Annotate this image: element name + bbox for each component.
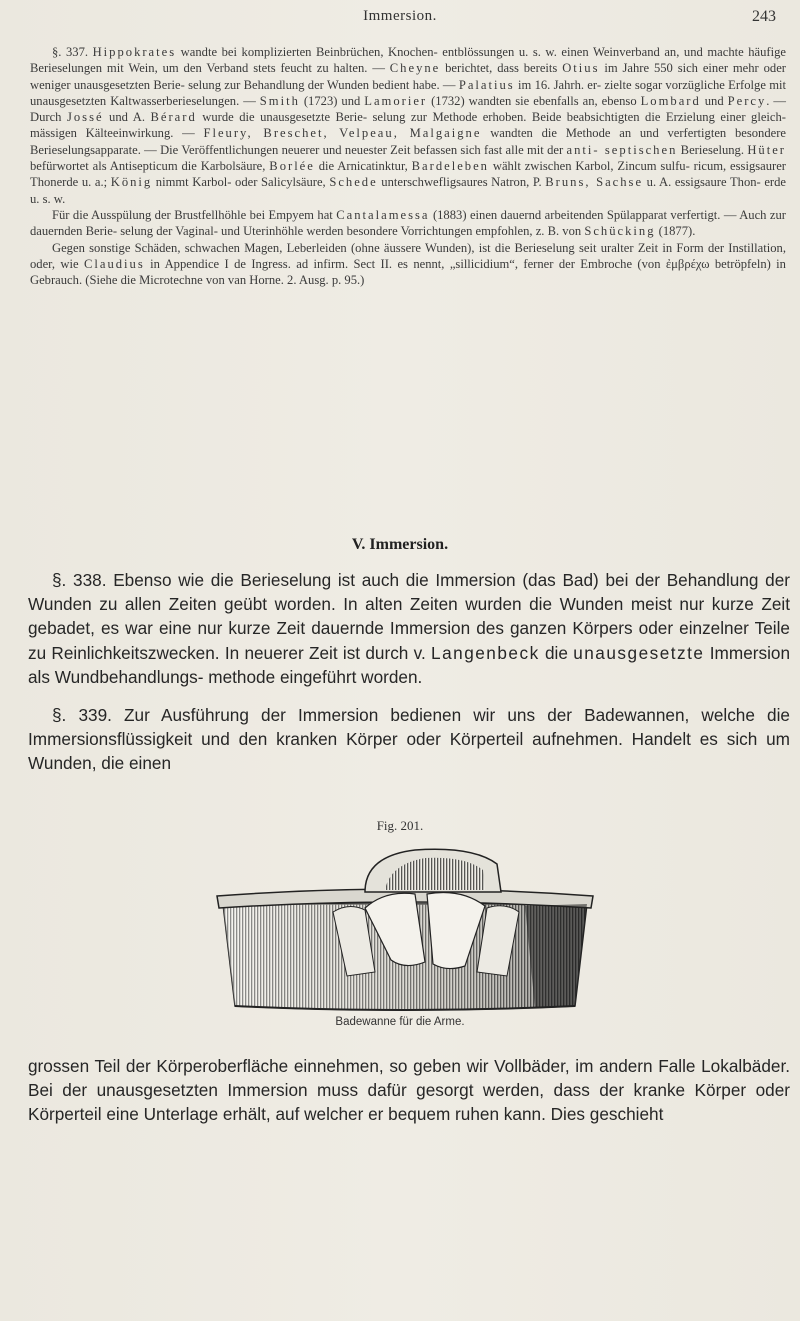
text-run: im Jahre 550 sich einer mehr oder weniger unausgesetzten Berie- selung zur Behandlung der Wunden bedient habe. —: [30, 61, 786, 92]
figure-201: [0, 818, 800, 1038]
text-run: (1723) und: [299, 93, 365, 108]
continuation-text: [28, 1054, 790, 1127]
main-text-section: [28, 568, 790, 776]
text-run: (1883) einen dauernd arbeitenden Spülapparat verfertigt. — Auch zur dauernden Berie- selung der Vaginal- und Uterinhöhle werden besondere Vorrichtungen empfohlen, z. B. von: [30, 207, 786, 239]
spaced-name: Claudius: [83, 256, 145, 271]
page-header: [0, 8, 800, 30]
paragraph-337: [30, 44, 786, 207]
spaced-name: Bardeleben: [411, 159, 489, 174]
spaced-name: Borlée: [269, 159, 315, 174]
page-number: 243: [752, 8, 776, 25]
spaced-name: Palatius: [458, 77, 515, 92]
text-run: wählt zwischen Karbol, Zincum sulfu- ricum, essigsaurer Thonerde u. a.;: [30, 159, 787, 190]
paragraph-338: [28, 568, 790, 689]
figure-caption: Badewanne für die Arme.: [335, 1016, 465, 1028]
spaced-name: unausgesetzte: [573, 642, 705, 663]
text-run: die Arnicatinktur,: [314, 159, 412, 174]
text-run: befürwortet als Antisepticum die Karbolsäure,: [30, 159, 270, 174]
spaced-name: Lombard: [640, 93, 701, 108]
text-run: Für die Ausspülung der Brustfellhöhle bei Empyem hat: [52, 207, 337, 222]
text-run: die: [539, 642, 574, 663]
text-run: im 16. Jahrh. er- zielte sogar vorzügliche Erfolge mit unausgesetzten Kaltwasserberieselungen. —: [30, 77, 786, 108]
spaced-name: Otius: [562, 61, 600, 76]
spaced-name: Cheyne: [389, 61, 441, 76]
figure-label: Fig. 201.: [376, 818, 424, 833]
paragraph-339: [28, 703, 790, 776]
spaced-name: Fleury, Breschet, Velpeau, Malgaigne: [203, 126, 482, 141]
spaced-name: Hüter: [747, 142, 786, 157]
paragraph-instillation: [30, 240, 786, 289]
text-run: Immersion als Wundbehandlungs- methode eingeführt worden.: [28, 642, 791, 687]
spaced-name: Schücking: [584, 224, 656, 239]
spaced-name: Smith: [259, 93, 300, 108]
spaced-name: Langenbeck: [431, 642, 540, 663]
section-heading: V. Immersion.: [351, 536, 449, 553]
text-run: wandten die Methode an und verfertigten besondere Berieselungsapparate. — Die Veröffentlichungen neuerer und neuester Zeit befassen sich fast alle mit der: [30, 126, 787, 157]
text-run: (1877).: [655, 224, 696, 239]
text-run: §. 337.: [52, 45, 93, 59]
text-run: in Appendice I de Ingress. ad infirm. Sect II. es nennt, „sillicidium“, ferner der Embroche (von ἐμβρέχω betröpfeln) in Gebrauch. (Siehe die Microtechne von van Horne. 2. Ausg. p. 95.): [30, 256, 786, 288]
spaced-name: Cantalamessa: [336, 207, 430, 222]
text-run: und: [700, 93, 728, 108]
text-run: (1732) wandten sie ebenfalls an, ebenso: [427, 93, 641, 108]
text-run: und A.: [103, 110, 151, 125]
spaced-name: Bruns, Sachse: [545, 175, 644, 190]
text-run: §. 338. Ebenso wie die Berieselung ist auch die Immersion (das Bad) bei der Behandlung der Wunden zu allen Zeiten geübt worden. In alten Zeiten wurden die Wunden meist nur kurze Zeit gebadet, es war eine nur kurze Zeit dauernde Immersion des ganzen Körpers oder einzelner Teile zu Reinlichkeitszwecken. In neuerer Zeit ist durch v.: [28, 570, 790, 663]
text-run: u. A. essigsaure Thon- erde u. s. w.: [30, 175, 787, 206]
spaced-name: König: [110, 175, 153, 190]
text-run: nimmt Karbol- oder Salicylsäure,: [152, 175, 330, 190]
text-run: berichtet, dass bereits: [440, 61, 563, 76]
spaced-name: Hippokrates: [92, 45, 177, 59]
text-run: Gegen sonstige Schäden, schwachen Magen, Leberleiden (ohne äussere Wunden), ist die Berieselung seit uralter Zeit in Form der Instillation, oder, wie: [30, 240, 786, 271]
spaced-name: Bérard: [150, 110, 197, 125]
text-run: Berieselung.: [677, 142, 748, 157]
spaced-name: Jossé: [66, 110, 104, 125]
text-run: wandte bei komplizierten Beinbrüchen, Knochen- entblössungen u. s. w. einen Weinverband an, und machte häufige Berieselungen mit Wein, um den Verband stets feucht zu halten. —: [30, 45, 787, 76]
paragraph-continuation: grossen Teil der Körperoberfläche einnehmen, so geben wir Vollbäder, im andern Falle Lokalbäder. Bei der unausgesetzten Immersion muss dafür gesorgt werden, dass der kranke Körper oder Körperteil eine Unterlage erhält, auf welcher er bequem ruhen kann. Dies geschieht: [28, 1056, 790, 1125]
small-print-section: [30, 44, 786, 288]
text-run: unterschwefligsaures Natron, P.: [377, 175, 546, 190]
spaced-name: Lamorier: [364, 93, 428, 108]
text-run: §. 339. Zur Ausführung der Immersion bedienen wir uns der Badewannen, welche die Immersionsflüssigkeit und den kranken Körper oder Körperteil aufnehmen. Handelt es sich um Wunden, die einen: [28, 705, 790, 774]
text-run: . — Durch: [30, 93, 787, 125]
text-run: wurde die unausgesetzte Berie- selung zur Methode erhoben. Beide beabsichtigten die Erzielung einer gleich- mässigen Kälteeinwirkung. —: [30, 110, 786, 141]
spaced-name: anti- septischen: [566, 142, 678, 157]
running-title: Immersion.: [363, 8, 437, 24]
arm-bathtub-illustration: [215, 842, 595, 1012]
paragraph-empyem: [30, 207, 786, 240]
spaced-name: Percy: [727, 93, 767, 108]
spaced-name: Schede: [329, 175, 378, 190]
